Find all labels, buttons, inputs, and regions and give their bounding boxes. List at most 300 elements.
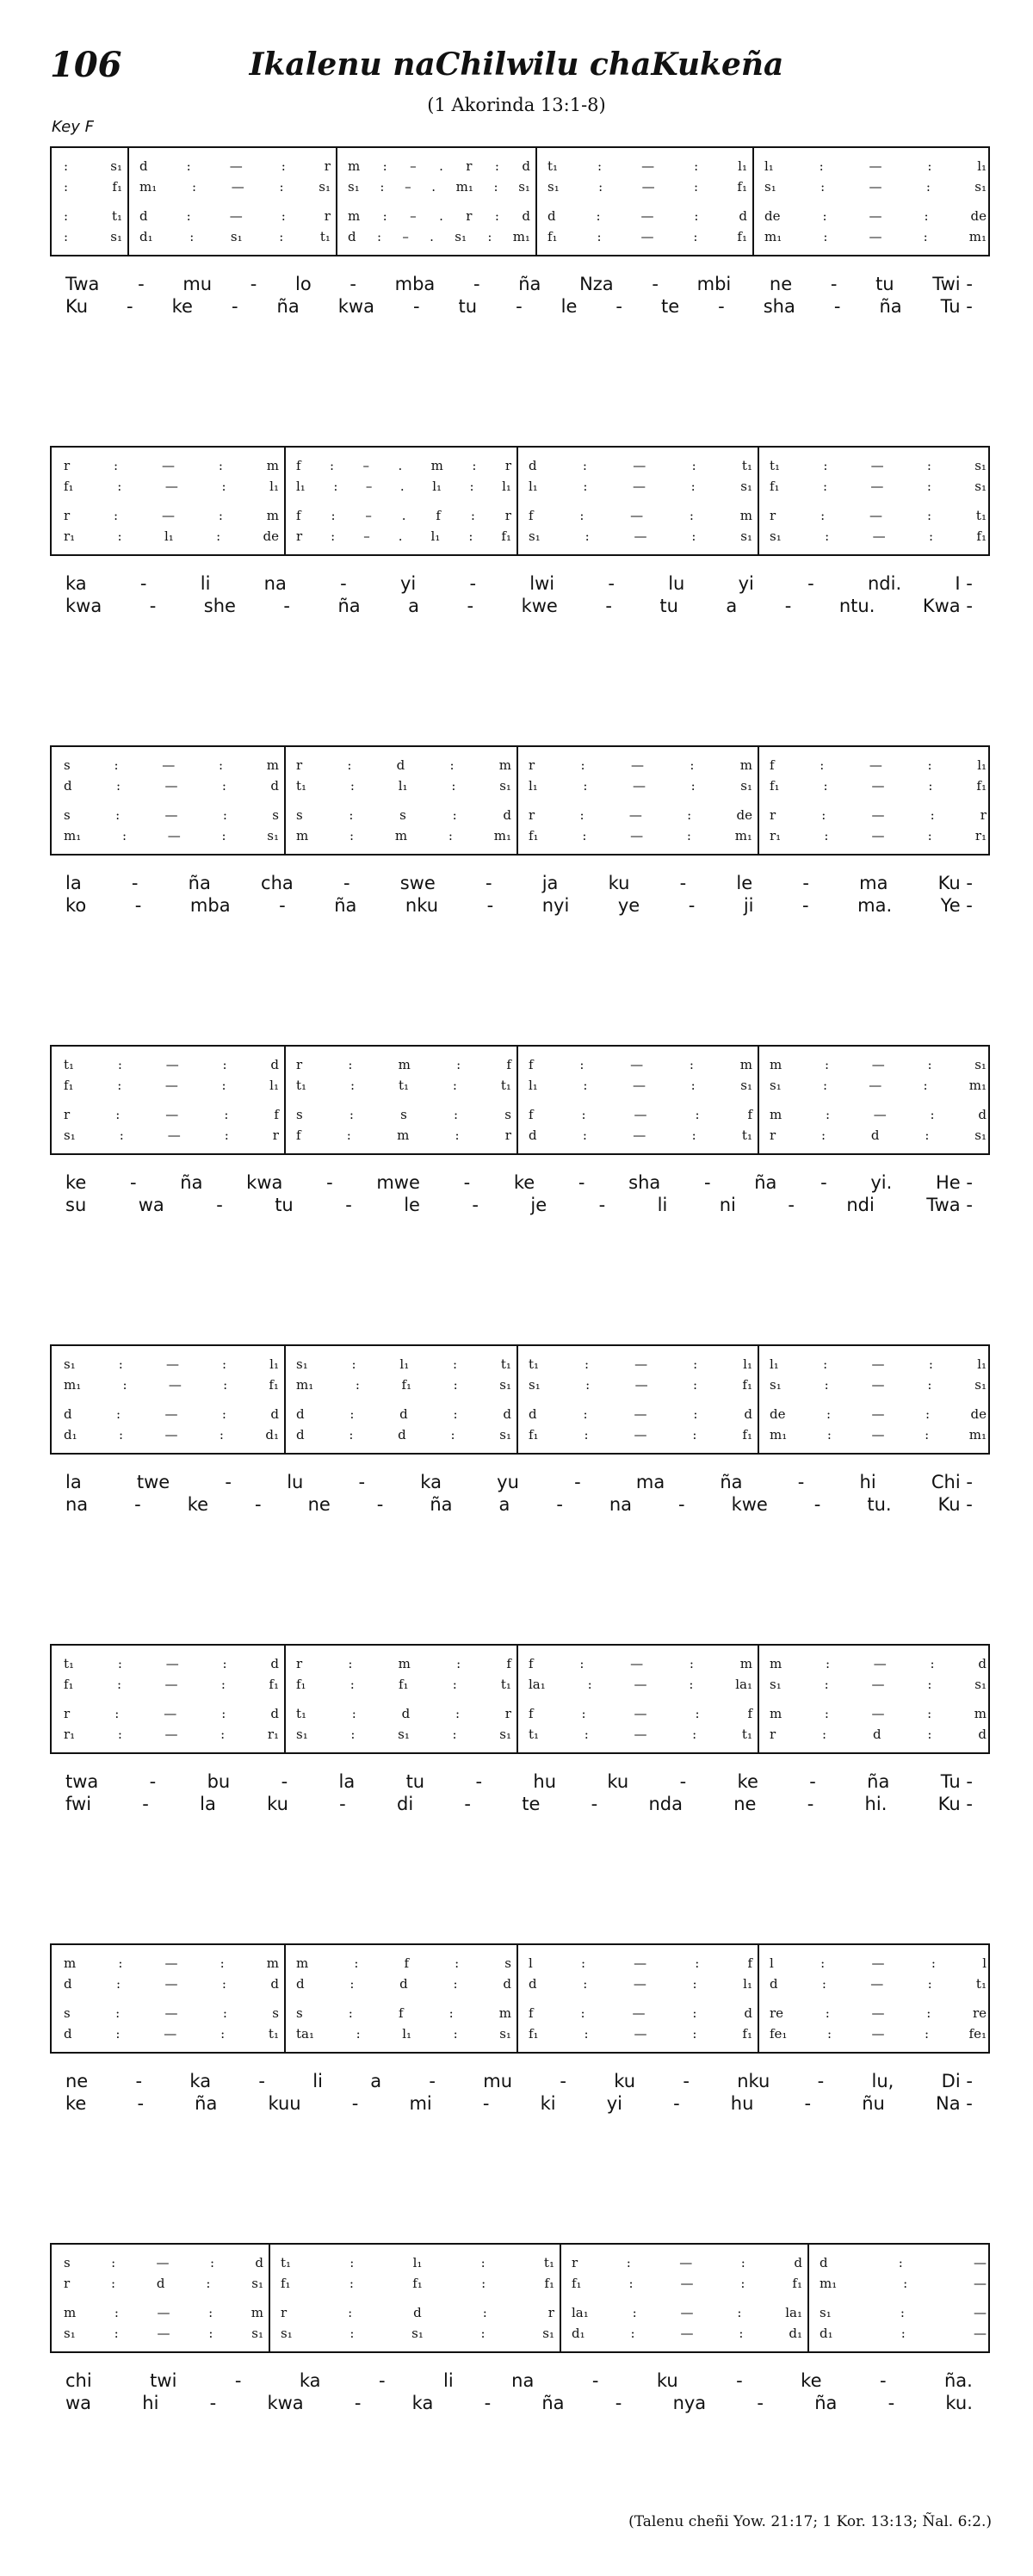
lyric-syllable: -	[591, 2370, 599, 2391]
lyric-syllable: -	[379, 2370, 386, 2391]
lyric-line	[50, 1472, 990, 1496]
lyric-syllable: -	[809, 1771, 816, 1792]
lyric-syllable: -	[591, 1794, 598, 1814]
lyric-syllable: ñu	[862, 2093, 885, 2114]
lyric-syllable: -	[615, 296, 622, 317]
solfa-notes: f₁ : — : f₁	[64, 1677, 279, 1692]
solfa-notes: re : — : re	[770, 2005, 987, 2021]
solfa-notes: r : — : r	[770, 807, 987, 823]
lyric-syllable: -	[216, 1195, 223, 1215]
lyric-syllable: ku	[608, 873, 630, 893]
music-system	[50, 1943, 990, 2159]
lyric-syllable: -	[486, 895, 494, 916]
solfa-notes: m₁ : — : s₁	[139, 179, 331, 195]
lyric-syllable: mwe	[376, 1172, 420, 1193]
solfa-notes: s₁ : —	[820, 2305, 987, 2320]
lyric-syllable: Twa -	[926, 1195, 973, 1215]
solfa-notes: t₁ : — : l₁	[547, 158, 747, 174]
solfa-notes: m : — : m	[64, 1955, 279, 1971]
solfa-notes: t₁ : l₁ : t₁	[281, 2255, 554, 2270]
solfa-notes: r : d : s₁	[770, 1127, 987, 1143]
lyric-syllable: tu	[875, 274, 894, 294]
solfa-notes: f : — : f	[529, 1706, 752, 1721]
solfa-notes: f₁ : — : f₁	[529, 2026, 752, 2042]
solfa-notes: f₁ : — : f₁	[770, 778, 987, 794]
lyric-syllable: -	[231, 296, 238, 317]
lyric-line	[50, 2071, 990, 2095]
solfa-notes: s₁ : s₁ : s₁	[281, 2326, 554, 2341]
solfa-notes: d : — : d	[64, 778, 279, 794]
solfa-notes: r : d : m	[296, 757, 511, 773]
solfa-notes: r₁ : l₁ : de	[64, 528, 279, 544]
solfa-notes: s : — : m	[64, 757, 279, 773]
solfa-notes: fe₁ : — : fe₁	[770, 2026, 987, 2042]
solfa-notes: f₁ : — : f₁	[529, 1427, 752, 1442]
lyric-syllable: te	[661, 296, 680, 317]
lyric-syllable: -	[345, 1195, 352, 1215]
solfa-notes: f₁ : — : l₁	[64, 1078, 279, 1093]
lyric-syllable: -	[736, 2370, 743, 2391]
lyric-syllable: -	[467, 596, 474, 616]
lyric-syllable: -	[469, 573, 477, 594]
lyric-syllable: tu	[275, 1195, 294, 1215]
lyric-syllable: -	[879, 2370, 887, 2391]
lyric-syllable: -	[131, 873, 139, 893]
lyric-syllable: a	[370, 2071, 382, 2091]
lyric-line	[50, 873, 990, 897]
lyric-syllable: ka	[189, 2071, 212, 2091]
lyric-syllable: tu	[659, 596, 678, 616]
lyric-syllable: -	[788, 1195, 795, 1215]
lyric-syllable: ke	[187, 1494, 209, 1515]
lyric-syllable: yi	[606, 2093, 622, 2114]
lyric-syllable: ye	[617, 895, 640, 916]
lyric-syllable: Tu -	[940, 296, 973, 317]
lyric-syllable: ke	[65, 1172, 87, 1193]
lyric-line	[50, 1794, 990, 1818]
lyric-syllable: le	[560, 296, 578, 317]
lyric-syllable: sha	[763, 296, 795, 317]
solfa-notes: r : — : d	[64, 1706, 279, 1721]
lyric-syllable: -	[139, 573, 147, 594]
lyric-syllable: ne	[733, 1794, 757, 1814]
solfa-notes: r : — : t₁	[770, 508, 987, 523]
solfa-notes: s₁ : — : s₁	[764, 179, 987, 195]
lyric-syllable: -	[833, 296, 841, 317]
lyric-syllable: ni	[719, 1195, 736, 1215]
solfa-notes: l₁ : — : l₁	[764, 158, 987, 174]
lyric-syllable: -	[802, 895, 809, 916]
lyric-syllable: -	[556, 1494, 563, 1515]
solfa-staff	[50, 1045, 990, 1155]
solfa-notes: d : — : r	[139, 208, 331, 224]
footnote: (Talenu cheñi Yow. 21:17; 1 Kor. 13:13; Ñal. 6:2.)	[628, 2513, 992, 2530]
solfa-staff	[50, 745, 990, 856]
lyric-syllable: ña	[188, 873, 211, 893]
solfa-notes: d : — : r	[139, 158, 331, 174]
lyric-syllable: mu	[182, 274, 213, 294]
lyric-syllable: li	[312, 2071, 323, 2091]
solfa-notes: d : — : d	[529, 1406, 752, 1422]
lyric-syllable: ndi	[846, 1195, 875, 1215]
lyric-syllable: -	[484, 2393, 492, 2413]
solfa-notes: r₁ : — : r₁	[770, 828, 987, 843]
lyric-syllable: -	[703, 1172, 711, 1193]
solfa-notes: m₁ : — : m₁	[770, 1427, 987, 1442]
lyric-syllable: la	[65, 1472, 82, 1492]
solfa-notes: d : — : t₁	[529, 1127, 752, 1143]
lyric-syllable: tu	[405, 1771, 425, 1792]
lyric-syllable: na	[609, 1494, 633, 1515]
lyric-syllable: -	[598, 1195, 606, 1215]
lyric-syllable: -	[138, 274, 145, 294]
lyric-syllable: -	[673, 2093, 680, 2114]
lyric-syllable: -	[376, 1494, 384, 1515]
lyric-syllable: -	[279, 895, 286, 916]
lyric-syllable: la	[65, 873, 82, 893]
solfa-notes: r : d : d	[770, 1727, 987, 1742]
solfa-notes: f : – . f : r	[296, 508, 511, 523]
solfa-notes: m : m : m₁	[296, 828, 511, 843]
lyric-syllable: kwe	[731, 1494, 768, 1515]
solfa-notes: l₁ : — : s₁	[529, 778, 752, 794]
lyric-syllable: Kwa -	[922, 596, 973, 616]
lyric-syllable: -	[807, 1794, 814, 1814]
lyric-syllable: mbi	[696, 274, 732, 294]
lyric-syllable: twi	[150, 2370, 177, 2391]
lyric-syllable: -	[340, 573, 347, 594]
solfa-notes: t₁ : — : t₁	[529, 1727, 752, 1742]
solfa-notes: r : — : m	[529, 757, 752, 773]
lyric-syllable: -	[412, 296, 420, 317]
solfa-notes: s₁ : – . m₁ : s₁	[348, 179, 530, 195]
lyric-syllable: te	[522, 1794, 541, 1814]
lyric-syllable: -	[678, 1494, 685, 1515]
solfa-notes: l₁ : — : s₁	[529, 479, 752, 494]
lyric-syllable: nku	[405, 895, 439, 916]
lyric-syllable: ne	[307, 1494, 331, 1515]
lyric-syllable: je	[530, 1195, 547, 1215]
lyric-syllable: -	[472, 1195, 479, 1215]
solfa-notes: f : — : d	[529, 2005, 752, 2021]
solfa-notes: m : — : d	[770, 1656, 987, 1671]
lyric-syllable: she	[203, 596, 236, 616]
solfa-notes: t₁ : — : l₁	[529, 1356, 752, 1372]
lyric-syllable: ña	[541, 2393, 565, 2413]
solfa-notes: d : — : l₁	[529, 1976, 752, 1992]
solfa-notes: f₁ : — : s₁	[770, 479, 987, 494]
solfa-notes: f : — : f	[529, 1107, 752, 1122]
solfa-notes: s₁ : — : m₁	[770, 1078, 987, 1093]
lyric-line	[50, 895, 990, 919]
solfa-notes: s₁ : l₁ : t₁	[296, 1356, 511, 1372]
lyric-line	[50, 2393, 990, 2417]
solfa-notes: s₁ : — : l₁	[64, 1356, 279, 1372]
lyric-syllable: -	[888, 2393, 895, 2413]
lyric-line	[50, 573, 990, 597]
lyric-syllable: ko	[65, 895, 87, 916]
solfa-staff	[50, 2243, 990, 2353]
lyric-syllable: -	[250, 274, 257, 294]
lyric-syllable: ña.	[943, 2370, 973, 2391]
solfa-notes: t₁ : t₁ : t₁	[296, 1078, 511, 1093]
lyric-syllable: -	[464, 1794, 471, 1814]
solfa-notes: d : — : t₁	[770, 1976, 987, 1992]
solfa-notes: d : – . s₁ : m₁	[348, 229, 530, 244]
lyric-syllable: Ku -	[937, 1494, 973, 1515]
lyric-syllable: ña	[334, 895, 357, 916]
lyric-syllable: -	[358, 1472, 366, 1492]
solfa-notes: r : — : m	[64, 458, 279, 473]
solfa-notes: t₁ : l₁ : s₁	[296, 778, 511, 794]
lyric-syllable: -	[149, 1771, 157, 1792]
lyric-syllable: na	[65, 1494, 89, 1515]
solfa-notes: d₁ : — : d₁	[572, 2326, 802, 2341]
lyric-syllable: hu	[730, 2093, 754, 2114]
lyric-syllable: I -	[955, 573, 973, 594]
solfa-notes: d : —	[820, 2255, 987, 2270]
solfa-notes: s₁ : — : s₁	[770, 1677, 987, 1692]
lyric-syllable: -	[608, 573, 615, 594]
lyric-syllable: -	[475, 1771, 483, 1792]
lyric-syllable: yi	[738, 573, 754, 594]
lyric-syllable: li	[443, 2370, 454, 2391]
solfa-notes: t₁ : — : s₁	[770, 458, 987, 473]
lyric-syllable: Na -	[936, 2093, 973, 2114]
solfa-notes: r : — : f	[64, 1107, 279, 1122]
lyric-syllable: ne	[65, 2071, 89, 2091]
solfa-notes: s : — : s	[64, 807, 279, 823]
solfa-notes: t₁ : — : d	[64, 1057, 279, 1072]
solfa-notes: s₁ : — : r	[64, 1127, 279, 1143]
lyric-syllable: chi	[65, 2370, 92, 2391]
solfa-notes: m : – . r : d	[348, 158, 530, 174]
solfa-notes: r : – . l₁ : f₁	[296, 528, 511, 544]
lyric-syllable: ja	[541, 873, 559, 893]
lyric-syllable: hi	[859, 1472, 876, 1492]
lyric-syllable: -	[804, 2093, 812, 2114]
solfa-notes: r : — : m	[64, 508, 279, 523]
solfa-notes: m : — : m	[770, 1706, 987, 1721]
lyric-syllable: ne	[769, 274, 793, 294]
lyric-syllable: -	[757, 2393, 764, 2413]
lyric-syllable: -	[817, 2071, 825, 2091]
lyric-syllable: ke	[513, 1172, 535, 1193]
lyric-syllable: -	[209, 2393, 217, 2413]
solfa-notes: : s₁	[64, 229, 122, 244]
lyric-syllable: -	[326, 1172, 333, 1193]
solfa-notes: l : — : l	[770, 1955, 987, 1971]
lyric-syllable: ji	[743, 895, 754, 916]
solfa-notes: f₁ : — : m₁	[529, 828, 752, 843]
solfa-notes: m₁ : — : s₁	[64, 828, 279, 843]
lyric-syllable: ndi.	[867, 573, 902, 594]
lyric-syllable: -	[802, 873, 809, 893]
solfa-notes: s₁ : s₁ : s₁	[296, 1727, 511, 1742]
solfa-notes: m₁ : —	[820, 2276, 987, 2291]
lyric-syllable: twa	[65, 1771, 99, 1792]
lyric-syllable: ki	[540, 2093, 556, 2114]
lyric-syllable: -	[615, 2393, 622, 2413]
solfa-notes: f₁ : f₁ : t₁	[296, 1677, 511, 1692]
music-system	[50, 1344, 990, 1560]
solfa-notes: m : — : m	[64, 2305, 263, 2320]
music-system	[50, 745, 990, 961]
solfa-notes: l₁ : — : l₁	[770, 1356, 987, 1372]
lyric-syllable: -	[473, 274, 480, 294]
lyric-line	[50, 1172, 990, 1196]
lyric-line	[50, 596, 990, 620]
lyric-syllable: ña	[180, 1172, 203, 1193]
lyric-syllable: kwa	[267, 2393, 304, 2413]
solfa-notes: de : — : de	[770, 1406, 987, 1422]
lyric-syllable: mi	[409, 2093, 432, 2114]
lyric-line	[50, 1771, 990, 1795]
lyric-syllable: -	[354, 2393, 362, 2413]
solfa-notes: s : — : s	[64, 2005, 279, 2021]
lyric-syllable: nyi	[541, 895, 570, 916]
lyric-syllable: ka	[411, 2393, 434, 2413]
solfa-notes: l : — : f	[529, 1955, 752, 1971]
lyric-syllable: -	[797, 1472, 805, 1492]
lyric-syllable: ku	[614, 2071, 636, 2091]
solfa-notes: s : s : s	[296, 1107, 511, 1122]
lyric-syllable: la	[200, 1794, 216, 1814]
lyric-syllable: lu	[668, 573, 685, 594]
solfa-notes: f₁ : — : l₁	[64, 479, 279, 494]
lyric-syllable: ke	[171, 296, 193, 317]
lyric-syllable: Ku	[65, 296, 89, 317]
solfa-notes: f : — : l₁	[770, 757, 987, 773]
solfa-notes: d : — : d	[64, 1976, 279, 1992]
lyric-syllable: ña	[754, 1172, 777, 1193]
solfa-notes: s₁ : — : s₁	[770, 1377, 987, 1393]
lyric-syllable: -	[339, 1794, 346, 1814]
lyric-syllable: ña	[195, 2093, 218, 2114]
solfa-notes: m : f : s	[296, 1955, 511, 1971]
lyric-syllable: mu	[483, 2071, 513, 2091]
lyric-syllable: -	[137, 2093, 145, 2114]
lyric-syllable: Ku -	[937, 873, 973, 893]
solfa-notes: d₁ : —	[820, 2326, 987, 2341]
lyric-line	[50, 2370, 990, 2394]
lyric-syllable: nda	[648, 1794, 683, 1814]
lyric-syllable: ku	[267, 1794, 288, 1814]
lyric-syllable: nya	[672, 2393, 707, 2413]
lyric-syllable: hu	[533, 1771, 557, 1792]
solfa-notes: s : — : d	[64, 2255, 263, 2270]
lyric-syllable: kwa	[246, 1172, 283, 1193]
music-system	[50, 1045, 990, 1260]
lyric-syllable: ña	[879, 296, 902, 317]
lyric-syllable: bu	[207, 1771, 231, 1792]
lyric-syllable: -	[463, 1172, 471, 1193]
solfa-staff	[50, 446, 990, 556]
lyric-syllable: ña	[814, 2393, 838, 2413]
solfa-notes: ta₁ : l₁ : s₁	[296, 2026, 511, 2042]
lyric-syllable: ku	[607, 1771, 629, 1792]
lyric-syllable: Ku -	[937, 1794, 973, 1814]
solfa-notes: m : — : s₁	[770, 1057, 987, 1072]
lyric-syllable: -	[225, 1472, 232, 1492]
lyric-syllable: -	[130, 1172, 137, 1193]
lyric-syllable: yi.	[870, 1172, 893, 1193]
lyric-syllable: He -	[936, 1172, 973, 1193]
solfa-notes: m : – . r : d	[348, 208, 530, 224]
solfa-notes: s₁ : — : f₁	[770, 528, 987, 544]
lyric-syllable: -	[482, 2093, 490, 2114]
lyric-syllable: -	[679, 873, 687, 893]
solfa-notes: f : – . m : r	[296, 458, 511, 473]
solfa-notes: d₁ : — : d₁	[64, 1427, 279, 1442]
lyric-syllable: a	[498, 1494, 510, 1515]
hymn-title: Ikalenu naChilwilu chaKukeña	[249, 46, 784, 83]
lyric-syllable: swe	[399, 873, 436, 893]
lyric-syllable: nku	[737, 2071, 770, 2091]
lyric-syllable: -	[516, 296, 523, 317]
lyric-syllable: mba	[189, 895, 231, 916]
solfa-notes: : t₁	[64, 208, 122, 224]
lyric-syllable: lu,	[871, 2071, 894, 2091]
lyric-syllable: ka	[65, 573, 87, 594]
lyric-syllable: -	[813, 1494, 821, 1515]
music-system	[50, 1644, 990, 1859]
lyric-syllable: hi.	[864, 1794, 888, 1814]
key-signature: Key F	[52, 118, 94, 136]
solfa-notes: la₁ : — : la₁	[572, 2305, 802, 2320]
lyric-syllable: -	[429, 2071, 436, 2091]
lyric-syllable: twe	[136, 1472, 170, 1492]
lyric-syllable: fwi	[65, 1794, 92, 1814]
lyric-syllable: -	[578, 1172, 585, 1193]
lyric-syllable: kwa	[65, 596, 102, 616]
lyric-syllable: Di -	[941, 2071, 973, 2091]
lyric-line	[50, 296, 990, 320]
lyric-syllable: ña	[867, 1771, 890, 1792]
solfa-staff	[50, 1943, 990, 2054]
lyric-syllable: -	[784, 596, 792, 616]
lyric-line	[50, 1494, 990, 1518]
lyric-syllable: li	[200, 573, 211, 594]
solfa-notes: f : — : m	[529, 1656, 752, 1671]
lyric-syllable: ña	[276, 296, 300, 317]
solfa-notes: : s₁	[64, 158, 122, 174]
lyric-syllable: na	[511, 2370, 535, 2391]
solfa-notes: s : f : m	[296, 2005, 511, 2021]
solfa-notes: r : m : f	[296, 1656, 511, 1671]
music-system	[50, 2243, 990, 2458]
lyric-syllable: ña	[430, 1494, 453, 1515]
solfa-notes: t₁ : — : d	[64, 1656, 279, 1671]
lyric-syllable: -	[652, 274, 659, 294]
lyric-syllable: -	[807, 573, 814, 594]
lyric-syllable: yi	[399, 573, 417, 594]
solfa-notes: f₁ : — : f₁	[547, 229, 747, 244]
lyric-syllable: lo	[295, 274, 312, 294]
lyric-syllable: -	[283, 596, 290, 616]
solfa-notes: s : s : d	[296, 807, 511, 823]
lyric-syllable: ka	[420, 1472, 442, 1492]
lyric-syllable: kuu	[268, 2093, 301, 2114]
lyric-syllable: -	[281, 1771, 288, 1792]
lyric-syllable: -	[679, 1771, 687, 1792]
solfa-notes: d : d : d	[296, 1406, 511, 1422]
lyric-syllable: ña	[720, 1472, 743, 1492]
lyric-syllable: lwi	[529, 573, 555, 594]
lyric-syllable: ña	[518, 274, 541, 294]
solfa-notes: f : — : m	[529, 1057, 752, 1072]
solfa-notes: d : — : d	[64, 1406, 279, 1422]
